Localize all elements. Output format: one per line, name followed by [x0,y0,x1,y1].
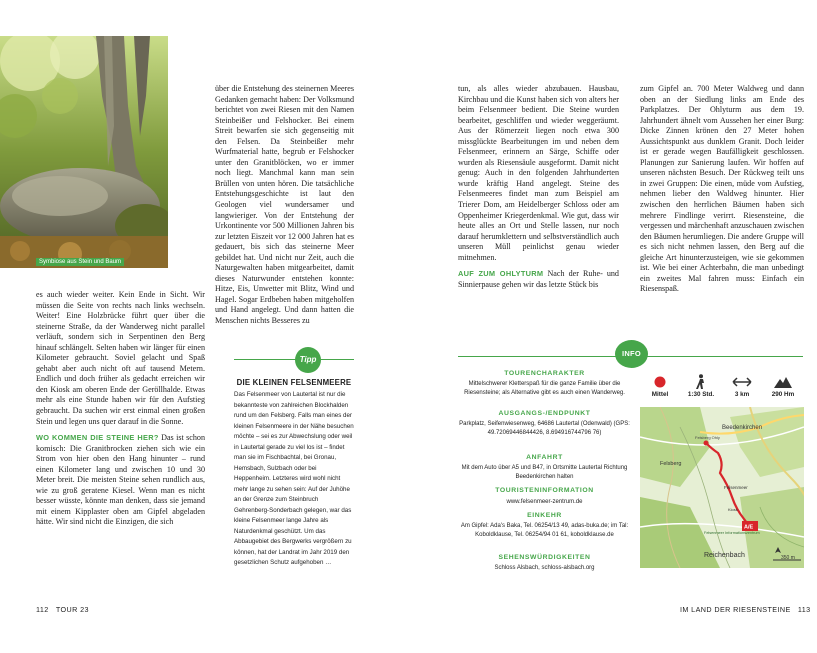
column-4 [640,84,804,295]
footer-tour: TOUR 23 [55,605,89,614]
tour-map[interactable] [640,407,804,568]
footer-left [36,605,89,614]
map-label-info-center: Felsenmeer Informationszentrum [704,531,760,535]
map-label-beedenkirchen: Beedenkirchen [722,425,763,431]
column-4-paragraph: zum Gipfel an. 700 Meter Waldweg und dann oben an der Siedlung links am Ende des Parkplatzes. Der Ohlyturm aus dem 19. Jahrhundert ähnelt vom Aussehen her einer Burg: Dicke Zinnen krönen den 27 Meter hohen Aussichtspunkt aus dunklem Granit. Doch leider ist er gerade wegen Baufälligkeit geschlossen. Planungen zur Sanierung laufen. Wir hoffen auf unseren nächsten Besuch. Der Rückweg teilt uns in zwei Gruppen: Die einen, müde vom Aufstieg, nehmen lieber den Waldweg hinunter. Hier zwischen den herrlichen Bäumen haben sich mehrere Findlinge verirrt. Riesensteine, die vergessen und märchenhaft anzuschauen zwischen den Bäumen herumliegen. Die andere Gruppe will es sich nicht nehmen lassen, den Berg auf die gleiche Art hinunterzusteigen, wie sie gekommen ist. Wie bei einer Achterbahn, die man unbedingt ein zweites Mal fahren muss: Einfach ein Riesenspaß. [640,84,804,294]
info-heading-anfahrt: ANFAHRT [526,454,563,461]
tipp-badge: Tipp [295,347,321,373]
map-label-kiosk: Kiosk [728,507,738,512]
info-heading-tourencharakter: TOURENCHARAKTER [504,370,585,377]
info-text-anfahrt: Mit dem Auto über A5 und B47, in Ortsmitte Lautertal Richtung Beedenkirchen halten [461,465,628,480]
stat-elevation-label: 290 Hm [771,391,795,398]
info-text-sehenswuerdigkeiten: Schloss Alsbach, schloss-alsbach.org [494,565,595,571]
difficulty-dot-icon [640,373,680,391]
stat-distance [722,373,762,398]
stat-duration-label: 1:30 Std. [687,391,715,398]
map-label-felsenmeer: Felsenmeer [724,485,748,490]
info-badge: INFO [615,340,648,368]
stat-elevation [763,373,803,398]
column-3-paragraph: tun, als alles wieder abzubauen. Hausbau, Kirchbau und die Kunst haben sich von alters her beim Felsenmeer bedient. Die Steine wurden bearbeitet, geschliffen und wieder weggeräumt. Aus der Römerzeit liegen noch etwa 300 missglückte Bearbeitungen im und neben dem Felsenmeer, erinnern an Särge, Schiffe oder wurden als Riesensäule ausgeformt. Damit nicht genug: Auch in den folgenden Jahrhunderten wurde kräftig Hand angelegt. Steine des Felsenmeeres findet man zum Beispiel am Trierer Dom, am Heidelberger Schloss oder am Oppenheimer Kriegerdenkmal. Wie gut, dass wir heute alles an Ort und Stelle lassen, nur noch darauf herumklettern und selbstverständlich auch unseren Müll peinlichst genau wieder mitnehmen. [458,84,619,262]
info-text-ausgangspunkt: Parkplatz, Seifenwiesenweg, 64686 Lautertal (Odenwald) (GPS: 49.72069446844426, 8.694916744796 76) [459,421,630,436]
stat-duration [681,373,721,398]
mountain-icon [763,373,803,391]
info-text-tourencharakter: Mittelschwerer Kletterspaß für die ganze Familie über die Riesensteine; als Alternative gibt es auch einen Wanderweg. [464,381,625,396]
column-2-paragraph: über die Entstehung des steinernen Meeres Gedanken gemacht haben: Der Volksmund berichtet von zwei Riesen mit den Namen Steinbeißer und Felshocker. Bei einem Streit bewarfen sie sich gegenseitig mit den Felsen. Da Steinbeißer mehr Wurfmaterial hatte, begrub er Felshocker unter den Granitblöcken, wo er immer noch liegt. Manchmal kann man sein Brüllen von unten hören. Die tatsächliche Entstehungsgeschichte ist laut den Geologen viel wundersamer und langwieriger. Von der Entstehung der Urkontinente vor 500 Millionen Jahren bis zur letzten Eiszeit vor 12 000 Jahren hat es gedauert, bis sich das steinerne Meer gebildet hat. Und nicht nur Zeit, auch die Naturgewalten haben mitgearbeitet, damit dieses Naturwunder entstehen konnte: Hitze, Eis, Unwetter mit Blitz, Wind und Hagel. Sogar Erdbeben haben mitgeholfen und Hand angelegt. Und dann hatten die Menschen nichts Besseres zu [215,84,354,326]
info-text-touristeninformation: www.felsenmeer-zentrum.de [506,499,583,505]
column-3 [458,84,619,290]
column-1 [36,290,205,528]
map-label-reichenbach: Reichenbach [704,552,745,559]
footer-right [680,605,811,614]
column-2 [215,84,354,327]
section-heading-ohlyturm: AUF ZUM OHLYTURM [458,269,544,279]
map-label-ohly: Felsberg Ohly [695,435,720,440]
info-heading-einkehr: EINKEHR [527,512,562,519]
tour-stats [640,373,804,403]
column-1-section [36,433,205,528]
tipp-title: DIE KLEINEN FELSENMEERE [236,378,352,387]
column-1-paragraph: es auch wieder weiter. Kein Ende in Sicht. Wir müssen die Seite von rechts nach links wechseln. Weiter! Eine Holzbrücke führt quer über die steinerne Straße, da der Wanderweg nicht parallel verläuft, sondern sich in Serpentinen den Berg hinauf schlängelt. Selten haben wir länger für einen Kilometer gebraucht. Soviel gelacht und Spaß gehabt aber auch nicht oft auf tausend Metern. Endlich und doch früher als gedacht erreichen wir den Kiosk am oberen Ende der Geröllhalde. Etwas mehr als eine Stunde haben wir für den Aufstieg gebraucht. Da suchen wir erst einmal einen großen Stein und legen uns quer darauf in die Sonne. [36,290,205,426]
footer-chapter-title: IM LAND DER RIESENSTEINE [680,605,791,614]
column-3-section-text: Nach der Ruhe- und Sinnierpause gehen wir das letzte Stück bis [458,269,619,289]
photo-caption: Symbiose aus Stein und Baum [36,258,124,266]
section-heading-steine: WO KOMMEN DIE STEINE HER? [36,433,159,443]
info-heading-touristeninformation: TOURISTENINFORMATION [495,487,594,494]
hiker-icon [681,373,721,391]
stat-difficulty [640,373,680,398]
distance-arrows-icon [722,373,762,391]
column-3-section [458,269,619,290]
info-heading-sehenswuerdigkeiten: SEHENSWÜRDIGKEITEN [498,554,591,561]
map-start-marker: A/E [744,524,754,531]
column-1-section-text: Das ist schon komisch: Die Granitbrocken ziehen sich wie ein Strom von hier oben den Hang hinunter – rund einen Kilometer lang und zwischen 10 und 30 Meter breit. Die meisten Steine sehen rundlich aus, wie zu groß geratene Kiesel. Wenn man es nicht besser wüsste, könnte man denken, dass sie jemand mit einem Kipplaster oben am Gipfel abgeladen hätte. Wir sind nicht die Einzigen, die sich [36,433,205,527]
info-text-einkehr: Am Gipfel: Ada's Baka, Tel. 06254/13 49, adas-buka.de; im Tal: Koboldklause, Tel. 06254/94 01 61, koboldklause.de [460,523,629,538]
stat-difficulty-label: Mittel [651,391,669,398]
map-label-felsberg: Felsberg [660,461,682,467]
page-number-left: 112 [36,605,49,614]
map-scale: 350 m [781,555,795,561]
tipp-text: Das Felsenmeer von Lautertal ist nur die bekannteste von zahlreichen Blockhalden rund um den Felsberg. Falls man eines der kleinen Felsenmeere in der Nähe besuchen möchte – sei es zur Abwechslung oder weil in Lautertal gerade zu viel los ist – findet man sie im Fischbachtal, bei Gronau, Hemsbach, Sulzbach oder bei Heppenheim. Letzteres wird wohl nicht mehr lange zu sehen sein: Auf der Juhöhe an der Grenze zum Steinbruch Gehrenberg-Sonderbach gelegen, war das kleine Felsenmeer lange Jahre als Naturdenkmal geschützt. Um das Abbaugebiet des Bergwerks vergrößern zu können, hat der Landrat im Jahr 2019 den gesetzlichen Schutz aufgehoben … [234,391,354,566]
tipp-divider [234,359,354,360]
page-number-right: 113 [797,605,811,614]
info-heading-ausgangspunkt: AUSGANGS-/ENDPUNKT [498,410,591,417]
tree-rock-photo [0,36,168,268]
stat-distance-label: 3 km [734,391,750,398]
